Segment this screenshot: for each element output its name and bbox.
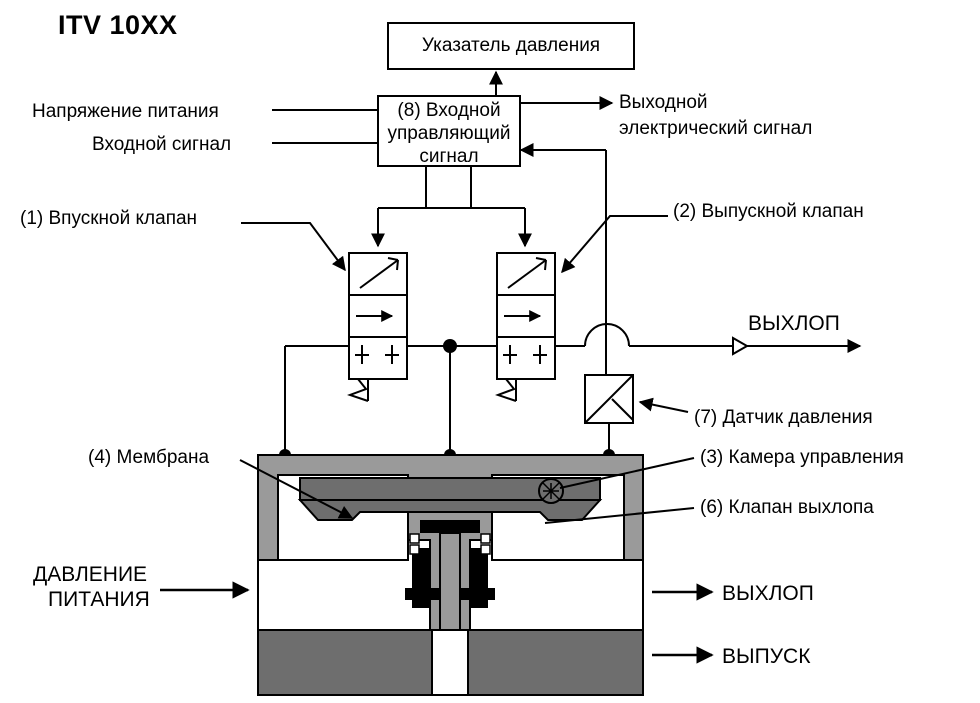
supply-pressure-line-2: ПИТАНИЯ (48, 588, 150, 611)
exhaust-valve-symbol (497, 253, 555, 401)
control-signal-box (377, 95, 521, 167)
control-box-line-1: (8) Входной (397, 100, 501, 121)
control-chamber-leader (560, 458, 694, 488)
inlet-valve-label: (1) Впускной клапан (20, 208, 198, 229)
exhaust-right-label: ВЫХЛОП (722, 582, 814, 605)
exhaust-valve-label: (2) Выпускной клапан (673, 201, 864, 222)
supply-pressure-line-1: ДАВЛЕНИЕ (33, 563, 148, 586)
pressure-indicator-label: Указатель давления (421, 35, 601, 56)
inlet-valve-leader (241, 223, 345, 270)
control-box-line-3: сигнал (419, 146, 479, 167)
diagram-title: ITV 10XX (58, 10, 178, 40)
exhaust-valve-bottom-label: (6) Клапан выхлопа (700, 497, 874, 518)
membrane-label: (4) Мембрана (88, 447, 210, 468)
control-box-line-2: управляющий (387, 123, 511, 144)
supply-voltage-label: Напряжение питания (32, 101, 219, 122)
pressure-sensor-label: (7) Датчик давления (694, 407, 873, 428)
input-signal-label: Входной сигнал (92, 134, 232, 155)
control-chamber-label: (3) Камера управления (700, 447, 904, 468)
pressure-sensor-leader (640, 402, 688, 412)
output-electric-signal-line-1: Выходной (619, 92, 708, 113)
exhaust-valve-leader (562, 216, 668, 272)
output-electric-signal-line-2: электрический сигнал (619, 118, 813, 139)
valve-piping (279, 324, 860, 461)
exhaust-valve-bottom-leader (545, 508, 694, 523)
pressure-indicator-box (387, 22, 635, 70)
outlet-right-label: ВЫПУСК (722, 645, 811, 668)
membrane-leader (240, 460, 352, 518)
solenoid-control-wires (378, 167, 525, 246)
pressure-sensor-symbol (585, 375, 633, 461)
valve-body-cross-section (258, 455, 643, 695)
inlet-valve-symbol (349, 253, 407, 401)
exhaust-top-label: ВЫХЛОП (748, 312, 840, 335)
